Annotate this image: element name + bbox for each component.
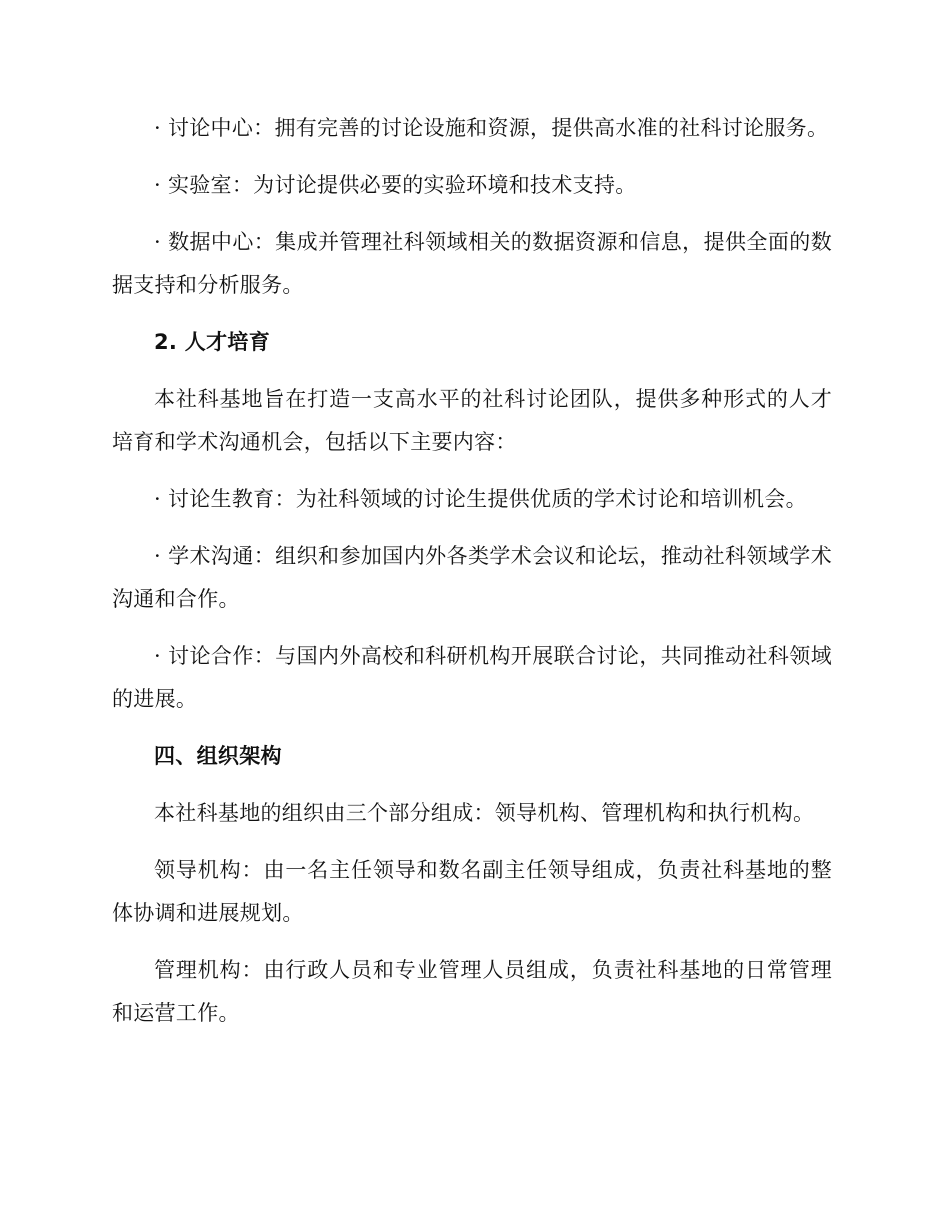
bullet-research-cooperation: · 讨论合作：与国内外高校和科研机构开展联合讨论，共同推动社科领域的进展。 <box>112 644 832 711</box>
bullet-laboratory: · 实验室：为讨论提供必要的实验环境和技术支持。 <box>154 173 637 197</box>
organization-intro-paragraph: 本社科基地的组织由三个部分组成：领导机构、管理机构和执行机构。 <box>154 801 815 825</box>
leadership-paragraph: 领导机构：由一名主任领导和数名副主任领导组成，负责社科基地的整体协调和进展规划。 <box>112 858 832 925</box>
section-heading-organization: 四、组织架构 <box>154 744 282 768</box>
management-paragraph: 管理机构：由行政人员和专业管理人员组成，负责社科基地的日常管理和运营工作。 <box>112 958 832 1025</box>
bullet-discussion-center: · 讨论中心：拥有完善的讨论设施和资源，提供高水准的社科讨论服务。 <box>154 116 829 140</box>
document-body <box>112 107 832 1049</box>
section-heading-talent: 2. 人才培育 <box>154 330 270 354</box>
bullet-data-center: · 数据中心：集成并管理社科领域相关的数据资源和信息，提供全面的数据支持和分析服务。 <box>112 230 832 297</box>
talent-intro-paragraph: 本社科基地旨在打造一支高水平的社科讨论团队，提供多种形式的人才培育和学术沟通机会，包括以下主要内容： <box>112 387 832 454</box>
bullet-academic-exchange: · 学术沟通：组织和参加国内外各类学术会议和论坛，推动社科领域学术沟通和合作。 <box>112 544 832 611</box>
bullet-graduate-education: · 讨论生教育：为社科领域的讨论生提供优质的学术讨论和培训机会。 <box>154 487 807 511</box>
